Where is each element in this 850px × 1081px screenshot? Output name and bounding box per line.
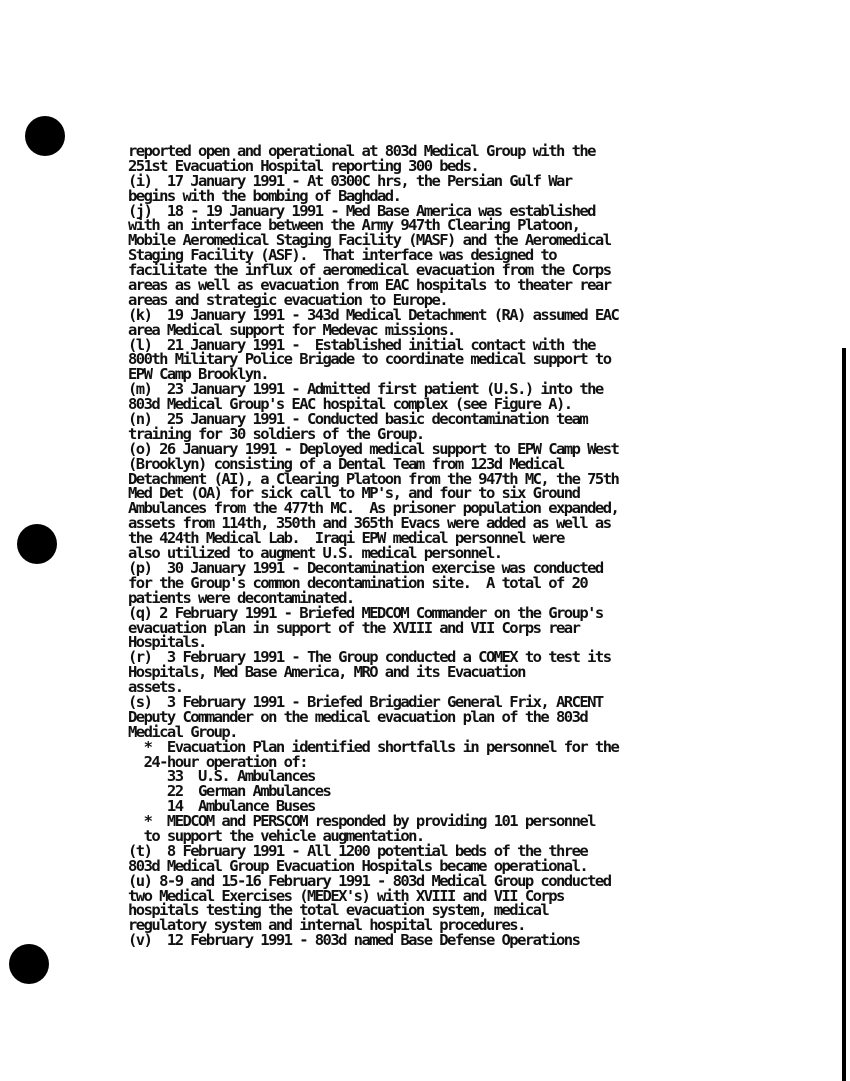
punch-hole-bottom bbox=[9, 944, 49, 984]
document-line: Med Det (OA) for sick call to MP's, and four to six Ground bbox=[128, 484, 580, 503]
punch-hole-top bbox=[25, 116, 65, 156]
document-line: EPW Camp Brooklyn. bbox=[128, 365, 269, 384]
document-line: hospitals testing the total evacuation system, medical bbox=[128, 901, 549, 920]
document-line: Ambulances from the 477th MC. As prisoner population expanded, bbox=[128, 499, 619, 518]
document-line: (o) 26 January 1991 - Deployed medical support to EPW Camp West bbox=[128, 439, 619, 458]
punch-hole-middle bbox=[17, 524, 57, 564]
document-line: two Medical Exercises (MEDEX's) with XVIII and VII Corps bbox=[128, 886, 564, 905]
document-line: 803d Medical Group Evacuation Hospitals became operational. bbox=[128, 856, 588, 875]
document-line: evacuation plan in support of the XVIII and VII Corps rear bbox=[128, 618, 580, 637]
document-line: 251st Evacuation Hospital reporting 300 beds. bbox=[128, 156, 479, 175]
document-line: Hospitals. bbox=[128, 633, 206, 652]
document-line: Staging Facility (ASF). That interface was designed to bbox=[128, 246, 556, 265]
document-line: Deputy Commander on the medical evacuation plan of the 803d bbox=[128, 707, 588, 726]
document-line: Hospitals, Med Base America, MRO and its Evacuation bbox=[128, 663, 525, 682]
document-line: (r) 3 February 1991 - The Group conducted a COMEX to test its bbox=[128, 648, 611, 667]
document-line: (q) 2 February 1991 - Briefed MEDCOM Commander on the Group's bbox=[128, 603, 603, 622]
document-line: assets. bbox=[128, 678, 183, 697]
document-line: (Brooklyn) consisting of a Dental Team from 123d Medical bbox=[128, 454, 564, 473]
document-line: 22 German Ambulances bbox=[128, 782, 331, 801]
document-line: (u) 8-9 and 15-16 February 1991 - 803d Medical Group conducted bbox=[128, 871, 611, 890]
document-line: assets from 114th, 350th and 365th Evacs were added as well as bbox=[128, 514, 611, 533]
document-line: areas as well as evacuation from EAC hospitals to theater rear bbox=[128, 276, 611, 295]
document-line: (l) 21 January 1991 - Established initial contact with the bbox=[128, 335, 595, 354]
document-line: 14 Ambulance Buses bbox=[128, 797, 315, 816]
document-line: for the Group's common decontamination site. A total of 20 bbox=[128, 573, 588, 592]
document-line: (k) 19 January 1991 - 343d Medical Detachment (RA) assumed EAC bbox=[128, 305, 619, 324]
document-line: (i) 17 January 1991 - At 0300C hrs, the Persian Gulf War bbox=[128, 171, 572, 190]
document-line: (n) 25 January 1991 - Conducted basic decontamination team bbox=[128, 410, 588, 429]
document-line: regulatory system and internal hospital procedures. bbox=[128, 916, 525, 935]
document-line: 24-hour operation of: bbox=[128, 752, 307, 771]
document-body bbox=[128, 144, 828, 948]
document-line: (v) 12 February 1991 - 803d named Base Defense Operations bbox=[128, 931, 580, 950]
document-line: patients were decontaminated. bbox=[128, 588, 354, 607]
document-line: to support the vehicle augmentation. bbox=[128, 826, 424, 845]
document-line: training for 30 soldiers of the Group. bbox=[128, 424, 424, 443]
document-line: * Evacuation Plan identified shortfalls in personnel for the bbox=[128, 737, 619, 756]
document-line: reported open and operational at 803d Medical Group with the bbox=[128, 142, 595, 160]
document-line: Detachment (AI), a Clearing Platoon from the 947th MC, the 75th bbox=[128, 469, 619, 488]
document-line: the 424th Medical Lab. Iraqi EPW medical personnel were bbox=[128, 529, 564, 548]
document-line: (j) 18 - 19 January 1991 - Med Base America was established bbox=[128, 201, 595, 220]
document-line: 800th Military Police Brigade to coordinate medical support to bbox=[128, 350, 611, 369]
document-line: with an interface between the Army 947th Clearing Platoon, bbox=[128, 216, 580, 235]
document-line: 33 U.S. Ambulances bbox=[128, 767, 315, 786]
document-line: (p) 30 January 1991 - Decontamination exercise was conducted bbox=[128, 558, 603, 577]
document-line: facilitate the influx of aeromedical evacuation from the Corps bbox=[128, 261, 611, 280]
document-line: areas and strategic evacuation to Europe. bbox=[128, 290, 448, 309]
document-line: also utilized to augment U.S. medical personnel. bbox=[128, 544, 502, 563]
document-line: (s) 3 February 1991 - Briefed Brigadier General Frix, ARCENT bbox=[128, 692, 603, 711]
document-line: begins with the bombing of Baghdad. bbox=[128, 186, 401, 205]
document-line: (m) 23 January 1991 - Admitted first patient (U.S.) into the bbox=[128, 380, 603, 399]
document-line: Medical Group. bbox=[128, 722, 237, 741]
scan-edge-bar bbox=[842, 348, 846, 1081]
document-line: (t) 8 February 1991 - All 1200 potential beds of the three bbox=[128, 841, 588, 860]
document-line: area Medical support for Medevac missions. bbox=[128, 320, 455, 339]
document-line: 803d Medical Group's EAC hospital complex (see Figure A). bbox=[128, 395, 572, 414]
document-line: * MEDCOM and PERSCOM responded by providing 101 personnel bbox=[128, 812, 595, 831]
document-line: Mobile Aeromedical Staging Facility (MASF) and the Aeromedical bbox=[128, 231, 611, 250]
